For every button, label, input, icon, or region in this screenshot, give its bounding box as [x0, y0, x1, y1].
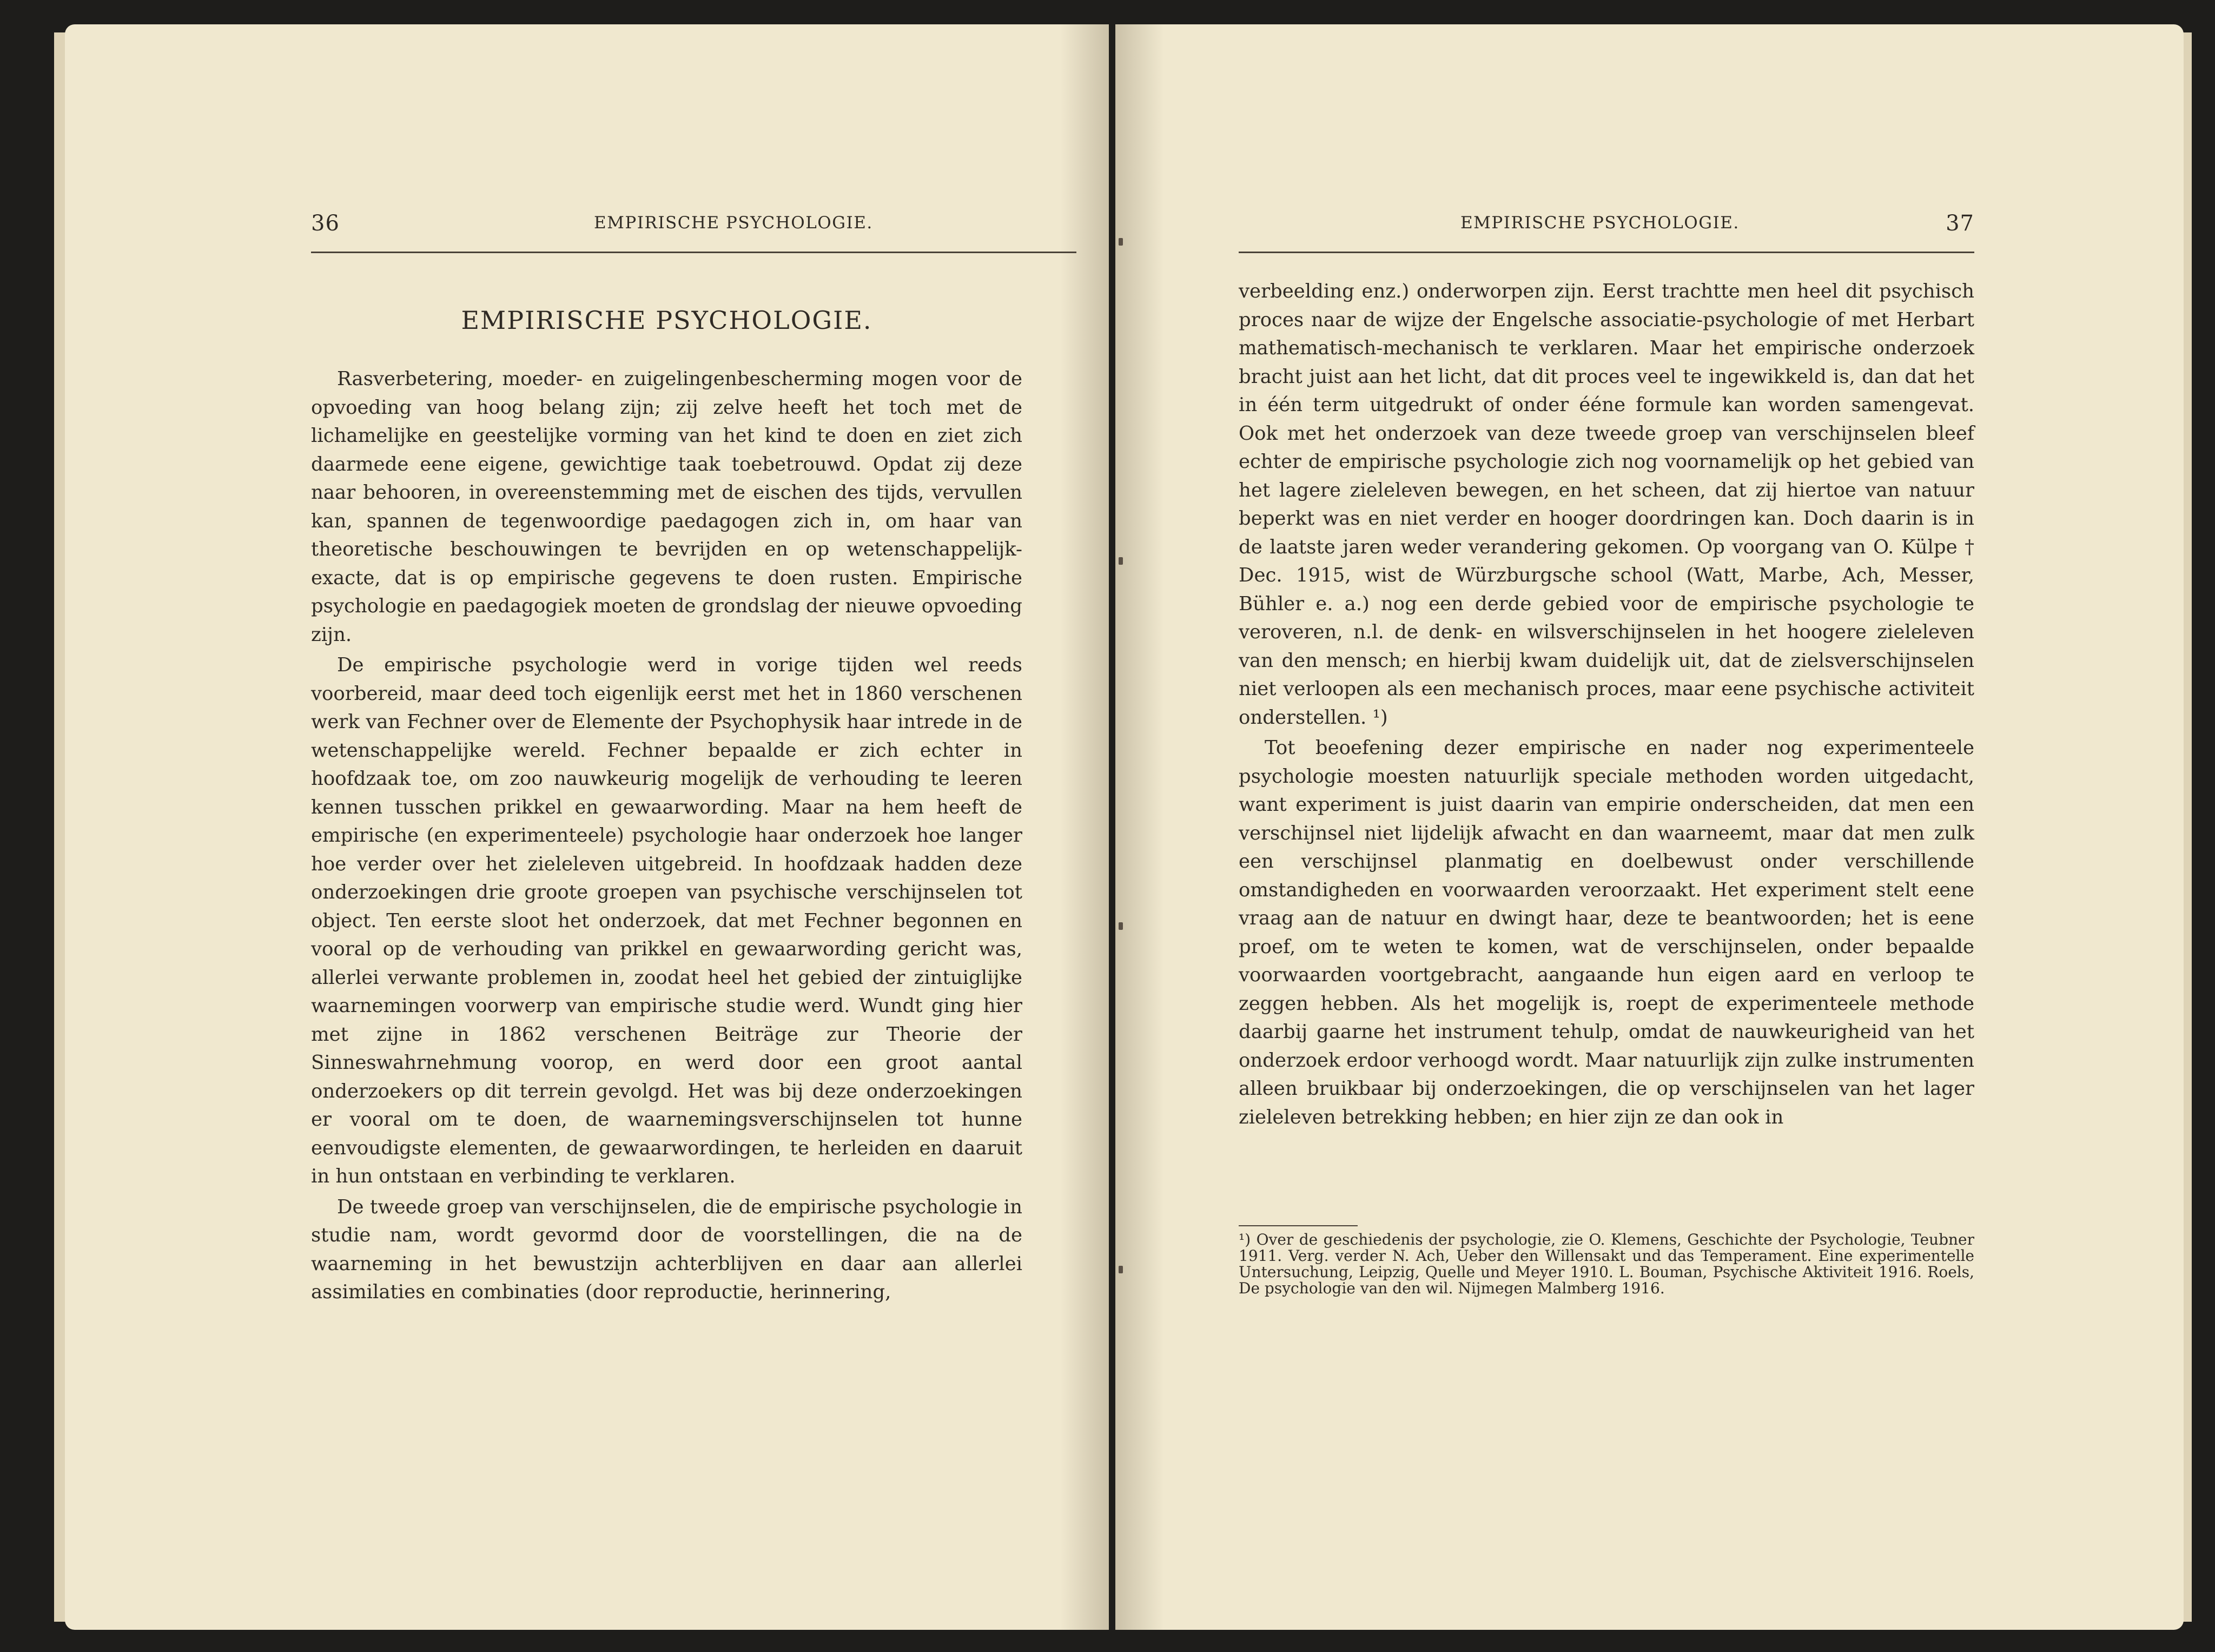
- header-rule: [1239, 252, 1974, 253]
- left-body-text: [311, 365, 1022, 1307]
- paragraph: verbeelding enz.) onderworpen zijn. Eerst trachtte men heel dit psychisch proces naar de wijze der Engelsche associatie-psychologie of met Herbart mathematisch-mechanisch te verklaren. Maar het empirische onderzoek bracht juist aan het licht, dat dit proces veel te ingewikkeld is, dan dat het in één term uitgedrukt of onder ééne formule kan worden samengevat. Ook met het onderzoek van deze tweede groep van verschijnselen bleef echter de empirische psychologie zich nog voornamelijk op het gebied van het lagere zieleleven bewegen, en het scheen, dat zij hiertoe van natuur beperkt was en niet verder en hooger doordringen kan. Doch daarin is in de laatste jaren weder verandering gekomen. Op voorgang van O. Külpe † Dec. 1915, wist de Würzburgsche school (Watt, Marbe, Ach, Messer, Bühler e. a.) nog een derde gebied voor de empirische psychologie te veroveren, n.l. de denk- en wilsverschijnselen in het hoogere zieleleven van den mensch; en hierbij kwam duidelijk uit, dat de zielsverschijnselen niet verloopen als een mechanisch proces, maar eene psychische activiteit onderstellen. ¹): [1239, 280, 1974, 729]
- running-head-left: [311, 211, 1068, 243]
- gutter-shadow: [1060, 24, 1109, 1630]
- paragraph: De tweede groep van verschijnselen, die de empirische psychologie in studie nam, wordt gevormd door de voorstellingen, die na de waarneming in het bewustzijn achterblijven en daar aan allerlei assimilaties en combinaties (door reproductie, herinnering,: [311, 1195, 1022, 1303]
- running-head-title: EMPIRISCHE PSYCHOLOGIE.: [594, 213, 873, 233]
- footnote-rule: [1239, 1225, 1358, 1226]
- page-number: 37: [1946, 211, 1974, 236]
- page-number: 36: [311, 211, 340, 236]
- header-rule: [311, 252, 1076, 253]
- binding-thread-mark: [1119, 1266, 1123, 1273]
- binding-thread-mark: [1119, 238, 1123, 246]
- paragraph: De empirische psychologie werd in vorige tijden wel reeds voorbereid, maar deed toch eigenlijk eerst met het in 1860 verschenen werk van Fechner over de Elemente der Psychophysik haar intrede in de wetenschappelijke wereld. Fechner bepaalde er zich echter in hoofdzaak toe, om zoo nauwkeurig mogelijk de verhouding te leeren kennen tusschen prikkel en gewaarwording. Maar na hem heeft de empirische (en experimenteele) psychologie haar onderzoek hoe langer hoe verder over het zieleleven uitgebreid. In hoofdzaak hadden deze onderzoekingen drie groote groepen van psychische verschijnselen tot object. Ten eerste sloot het onderzoek, dat met Fechner begonnen en vooral op de verhouding van prikkel en gewaarwording gericht was, allerlei verwante problemen in, zoodat heel het gebied der zintuiglijke waarnemingen voorwerp van empirische studie werd. Wundt ging hier met zijne in 1862 verschenen Beiträge zur Theorie der Sinneswahrnehmung voorop, en werd door een groot aantal onderzoekers op dit terrein gevolgd. Het was bij deze onderzoekingen er vooral om te doen, de waarnemingsverschijnselen tot hunne eenvoudigste elementen, de gewaarwordingen, te herleiden en daaruit in hun ontstaan en verbinding te verklaren.: [311, 654, 1022, 1187]
- binding-thread-mark: [1119, 557, 1123, 565]
- chapter-title: EMPIRISCHE PSYCHOLOGIE.: [461, 306, 872, 335]
- binding-thread-mark: [1119, 922, 1123, 930]
- paragraph: Tot beoefening dezer empirische en nader nog experimenteele psychologie moesten natuurlijk speciale methoden worden uitgedacht, want experiment is juist daarin van empirie onderscheiden, dat men een verschijnsel niet lijdelijk afwacht en dan waarneemt, maar dat men zulk een verschijnsel planmatig en doelbewust onder verschillende omstandigheden en voorwaarden veroorzaakt. Het experiment stelt eene vraag aan de natuur en dwingt haar, deze te beantwoorden; het is eene proef, om te weten te komen, wat de verschijnselen, onder bepaalde voorwaarden voortgebracht, aangaande hun eigen aard en verloop te zeggen hebben. Als het mogelijk is, roept de experimenteele methode daarbij gaarne het instrument tehulp, omdat de nauwkeurigheid van het onderzoek erdoor verhoogd wordt. Maar natuurlijk zijn zulke instrumenten alleen bruikbaar bij onderzoekingen, die op verschijnselen van het lager zieleleven betrekking hebben; en hier zijn ze dan ook in: [1239, 737, 1974, 1128]
- left-page: [65, 24, 1109, 1630]
- running-head-right: [1239, 211, 1974, 243]
- right-body-text: [1239, 277, 1974, 1132]
- paragraph: Rasverbetering, moeder- en zuigelingenbescherming mogen voor de opvoeding van hoog belang zijn; zij zelve heeft het toch met de lichamelijke en geestelijke vorming van het kind te doen en ziet zich daarmede eene eigene, gewichtige taak toebetrouwd. Opdat zij deze naar behooren, in overeenstemming met de eischen des tijds, vervullen kan, spannen de tegenwoordige paedagogen zich in, om haar van theoretische beschouwingen te bevrijden en op wetenschappelijk-exacte, dat is op empirische gegevens te doen rusten. Empirische psychologie en paedagogiek moeten de grondslag der nieuwe opvoeding zijn.: [311, 368, 1022, 646]
- running-head-title: EMPIRISCHE PSYCHOLOGIE.: [1460, 213, 1740, 233]
- gutter-shadow: [1115, 24, 1164, 1630]
- right-page: [1115, 24, 2184, 1630]
- footnote: ¹) Over de geschiedenis der psychologie, zie O. Klemens, Geschichte der Psychologie, Teubner 1911. Verg. verder N. Ach, Ueber den Willensakt und das Temperament. Eine experimentelle Untersuchung, Leipzig, Quelle und Meyer 1910. L. Bouman, Psychische Aktiviteit 1916. Roels, De psychologie van den wil. Nijmegen Malmberg 1916.: [1239, 1231, 1974, 1297]
